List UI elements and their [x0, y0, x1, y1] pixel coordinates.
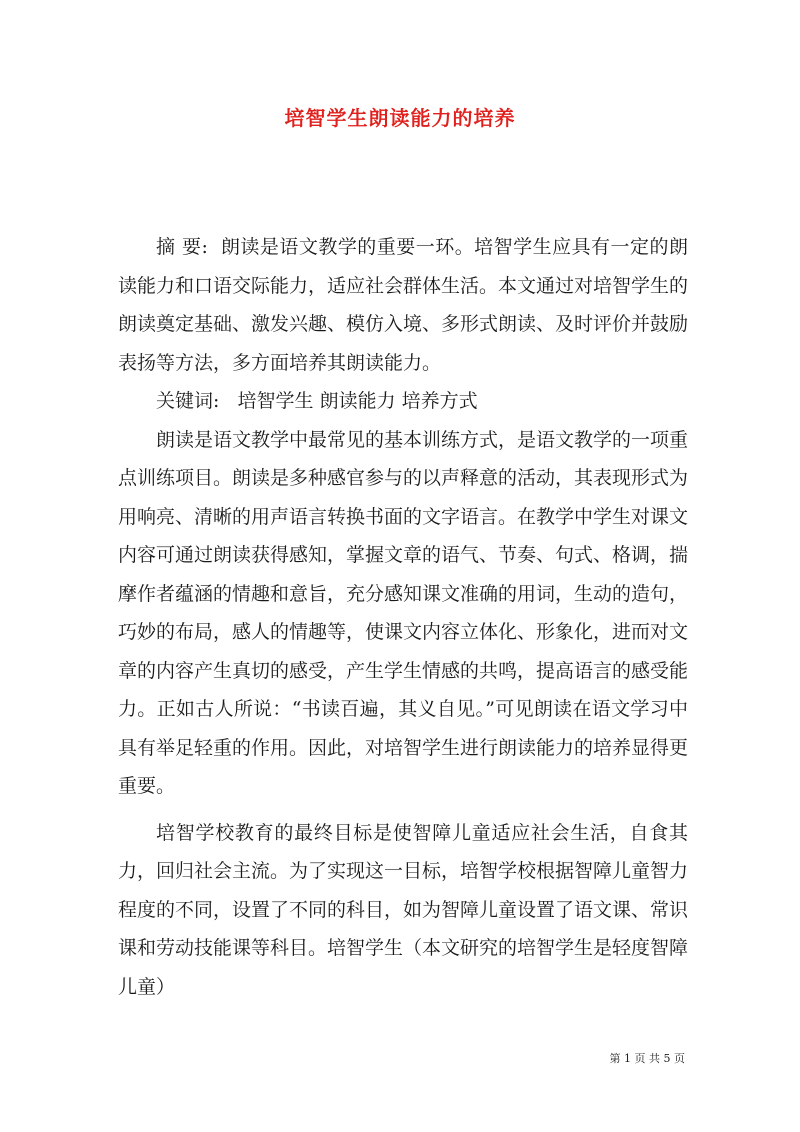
keywords-label: 关键词:	[156, 390, 220, 412]
keywords-text: 培智学生 朗读能力 培养方式	[237, 390, 478, 412]
abstract-label: 摘 要:	[156, 236, 208, 258]
abstract-text: 朗读是语文教学的重要一环。培智学生应具有一定的朗读能力和口语交际能力，适应社会群体生活。本文通过对培智学生的朗读奠定基础、激发兴趣、模仿入境、多形式朗读、及时评价并鼓励表扬等方法，多方面培养其朗读能力。	[118, 236, 689, 374]
body-paragraph: 朗读是语文教学中最常见的基本训练方式，是语文教学的一项重点训练项目。朗读是多种感官参与的以声释意的活动，其表现形式为用响亮、清晰的用声语言转换书面的文字语言。在教学中学生对课文内容可通过朗读获得感知，掌握文章的语气、节奏、句式、格调，揣摩作者蕴涵的情趣和意旨，充分感知课文准确的用词，生动的造句，巧妙的布局，感人的情趣等，使课文内容立体化、形象化，进而对文章的内容产生真切的感受，产生学生情感的共鸣，提高语言的感受能力。正如古人所说：“书读百遍，其义自见。”可见朗读在语文学习中具有举足轻重的作用。因此，对培智学生进行朗读能力的培养显得更重要。	[118, 428, 689, 797]
keywords-paragraph	[118, 382, 688, 421]
document-body	[118, 228, 688, 1006]
abstract-paragraph	[118, 228, 688, 382]
page-number: 第 1 页 共 5 页	[609, 1052, 685, 1065]
document-title: 培智学生朗读能力的培养	[284, 106, 516, 130]
body-paragraph: 培智学校教育的最终目标是使智障儿童适应社会生活，自食其力，回归社会主流。为了实现这一目标，培智学校根据智障儿童智力程度的不同，设置了不同的科目，如为智障儿童设置了语文课、常识课和劳动技能课等科目。培智学生（本文研究的培智学生是轻度智障儿童）	[118, 821, 689, 998]
